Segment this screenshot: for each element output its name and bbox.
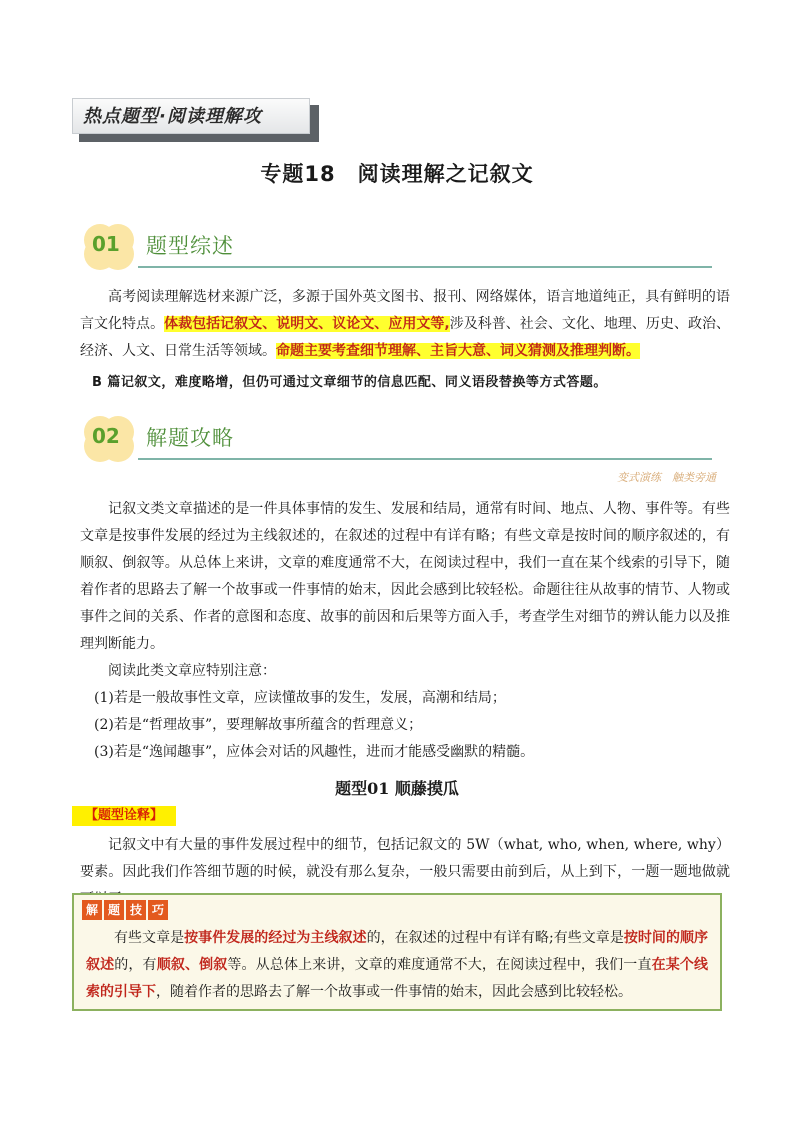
type-heading: 题型01 顺藤摸瓜 bbox=[335, 779, 459, 798]
section-header-01 bbox=[78, 222, 718, 272]
tip-badge: 技 bbox=[126, 900, 146, 920]
overview-note: B 篇记叙文，难度略增，但仍可通过文章细节的信息匹配、同义语段替换等方式答题。 bbox=[92, 375, 607, 390]
overview-text-b: 涉及科普、社会、文化、地理、历史、政治、经济、人文、日常生活等领域。 bbox=[80, 316, 730, 359]
tip-text-5: ，随着作者的思路去了解一个故事或一件事情的始末，因此会感到比较轻松。 bbox=[156, 984, 632, 1000]
section-header-02 bbox=[78, 414, 718, 464]
tip-badges bbox=[82, 900, 168, 920]
section-title: 题型综述 bbox=[146, 234, 234, 258]
section-divider bbox=[138, 266, 712, 268]
tip-text-4: 等。从总体上来讲，文章的难度通常不大，在阅读过程中，我们一直 bbox=[227, 957, 652, 973]
strategy-note: 阅读此类文章应特别注意： bbox=[108, 663, 276, 679]
tip-emphasis-1: 按事件发展的经过为主线叙述 bbox=[184, 930, 367, 946]
overview-paragraph bbox=[80, 284, 730, 365]
tip-badge: 巧 bbox=[148, 900, 168, 920]
section-number: 01 bbox=[92, 232, 120, 256]
tip-emphasis-3: 顺叙、倒叙 bbox=[156, 957, 228, 973]
section-title: 解题攻略 bbox=[146, 426, 234, 450]
type-paragraph: 记叙文中有大量的事件发展过程中的细节，包括记叙文的 5W（what, who, when, where, why）要素。因此我们作答细节题的时候，就没有那么复杂，一般只需要由前到后，从上到下，一题一题地做就 bbox=[80, 837, 730, 880]
overview-text-a: 高考阅读理解选材来源广泛，多源于国外英文图书、报刊、网络媒体，语言地道纯正，具有鲜明的语言文化特点。 bbox=[80, 289, 730, 332]
overview-highlight-1: 体裁包括记叙文、说明文、议论文、应用文等, bbox=[164, 316, 450, 332]
tip-badge: 题 bbox=[104, 900, 124, 920]
tip-text bbox=[86, 925, 708, 1006]
tip-text-1: 有些文章是 bbox=[114, 930, 185, 946]
strategy-item-3: (3)若是“逸闻趣事”，应体会对话的风趣性，进而才能感受幽默的精髓。 bbox=[94, 744, 535, 760]
strategy-item-1: (1)若是一般故事性文章，应读懂故事的发生，发展，高潮和结局； bbox=[94, 690, 506, 706]
strategy-item-2: (2)若是“哲理故事”，要理解故事所蕴含的哲理意义； bbox=[94, 717, 423, 733]
section-divider bbox=[138, 458, 712, 460]
tip-box bbox=[72, 893, 722, 1011]
type-label: 【题型诠释】 bbox=[72, 806, 176, 826]
header-tag: 热点题型·阅读理解攻 bbox=[72, 98, 310, 134]
tip-badge: 解 bbox=[82, 900, 102, 920]
strategy-paragraph: 记叙文类文章描述的是一件具体事情的发生、发展和结局，通常有时间、地点、人物、事件等。有些文章是按事件发展的经过为主线叙述的，在叙述的过程中有详有略；有些文章是按时间的顺序叙述的，有顺叙、倒叙等。从总体上来讲，文章的难度通常不大，在阅读过程中，我们一直在某个线索的引导下，随着作者的思路去了解一个故事或一件事情的始末，因此会感到比较轻松。命题往往从故事的情节、人物或事件之间的关系、作者的意图和态度、故事的前因和后果等方面入手，考查学生对细节的辨认能力以及推理判断能力。 bbox=[80, 501, 730, 652]
section-number: 02 bbox=[92, 424, 120, 448]
tip-emphasis-2: 按时间的顺序叙述 bbox=[86, 930, 709, 973]
section-subtitle: 变式演练 触类旁通 bbox=[617, 471, 716, 484]
tip-text-2: 的，在叙述的过程中有详有略;有些文章是 bbox=[366, 930, 624, 946]
overview-highlight-2: 命题主要考查细节理解、主旨大意、词义猜测及推理判断。 bbox=[276, 343, 640, 359]
page-title: 专题18 阅读理解之记叙文 bbox=[260, 162, 534, 186]
tip-text-3: 的，有 bbox=[114, 957, 157, 973]
tip-emphasis-4: 在某个线索的引导下 bbox=[86, 957, 709, 1000]
